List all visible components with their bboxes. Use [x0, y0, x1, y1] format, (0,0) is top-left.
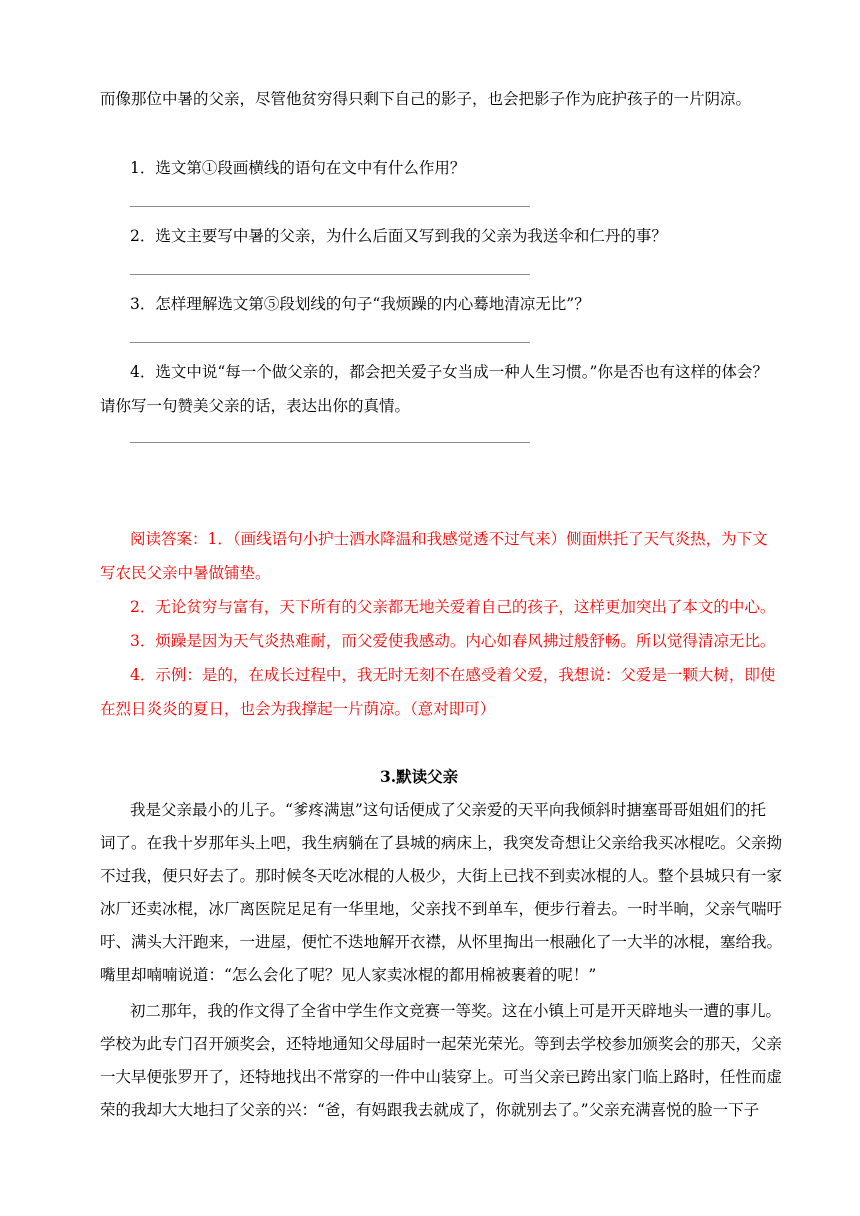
- answer-4-line2: 在烈日炎炎的夏日，也会为我撑起一片荫凉。（意对即可）: [100, 700, 496, 718]
- article-title: 3.默读父亲: [380, 767, 459, 786]
- article-p2-line1: 初二那年，我的作文得了全省中学生作文竞赛一等奖。这在小镇上可是开天辟地头一遭的事儿。: [130, 1002, 782, 1020]
- article-p2-line3: 一大早便张罗开了，还特地找出不常穿的一件中山装穿上。可当父亲已跨出家门临上路时，任性而虚: [100, 1068, 783, 1086]
- article-p1-line3: 不过我，便只好去了。那时候冬天吃冰棍的人极少，大街上已找不到卖冰棍的人。整个县城只有一家: [100, 867, 783, 885]
- question-2: 2．选文主要写中暑的父亲，为什么后面又写到我的父亲为我送伞和仁丹的事？: [130, 227, 667, 245]
- answer-1-line2: 写农民父亲中暑做铺垫。: [100, 564, 271, 582]
- article-p1-line5: 吁、满头大汗跑来，一进屋，便忙不迭地解开衣襟，从怀里掏出一根融化了一大半的冰棍，塞给我。: [100, 933, 783, 951]
- answer-blank-4: [130, 442, 530, 443]
- question-4-cont: 请你写一句赞美父亲的话，表达出你的真情。: [100, 397, 411, 415]
- answer-blank-2: [130, 274, 530, 275]
- article-p1-line4: 冰厂还卖冰棍，冰厂离医院足足有一华里地，父亲找不到单车，便步行着去。一时半晌，父亲气喘吁: [100, 900, 783, 918]
- answer-4-line1: 4．示例：是的，在成长过程中，我无时无刻不在感受着父爱，我想说：父爱是一颗大树，即使: [130, 666, 776, 684]
- article-p2-line4: 荣的我却大大地扫了父亲的兴：“爸，有妈跟我去就成了，你就别去了。”父亲充满喜悦的脸一下子: [100, 1101, 760, 1119]
- answer-blank-1: [130, 206, 530, 207]
- article-p1-line6: 嘴里却喃喃说道：“怎么会化了呢？见人家卖冰棍的都用棉被裹着的呢！”: [100, 966, 597, 984]
- article-p1-line2: 词了。在我十岁那年头上吧，我生病躺在了县城的病床上，我突发奇想让父亲给我买冰棍吃。父亲拗: [100, 834, 783, 852]
- intro-text: 而像那位中暑的父亲，尽管他贫穷得只剩下自己的影子，也会把影子作为庇护孩子的一片阴凉。: [100, 90, 752, 108]
- article-p2-line2: 学校为此专门召开颁奖会，还特地通知父母届时一起荣光荣光。等到去学校参加颁奖会的那天，父亲: [100, 1035, 783, 1053]
- article-p1-line1: 我是父亲最小的儿子。“爹疼满崽”这句话便成了父亲爱的天平向我倾斜时搪塞哥哥姐姐们的托: [130, 801, 766, 819]
- question-3: 3．怎样理解选文第⑤段划线的句子“我烦躁的内心蓦地清凉无比”？: [130, 295, 590, 313]
- answer-1-line1: 阅读答案：1．（画线语句小护士洒水降温和我感觉透不过气来）侧面烘托了天气炎热，为下文: [130, 530, 768, 548]
- answer-3: 3．烦躁是因为天气炎热难耐，而父爱使我感动。内心如春风拂过般舒畅。所以觉得清凉无比。: [130, 632, 776, 650]
- question-4: 4．选文中说“每一个做父亲的，都会把关爱子女当成一种人生习惯。”你是否也有这样的体会？: [130, 363, 768, 381]
- answer-2: 2．无论贫穷与富有，天下所有的父亲都无地关爱着自己的孩子，这样更加突出了本文的中心。: [130, 598, 776, 616]
- answer-blank-3: [130, 342, 530, 343]
- question-1: 1．选文第①段画横线的语句在文中有什么作用？: [130, 159, 466, 177]
